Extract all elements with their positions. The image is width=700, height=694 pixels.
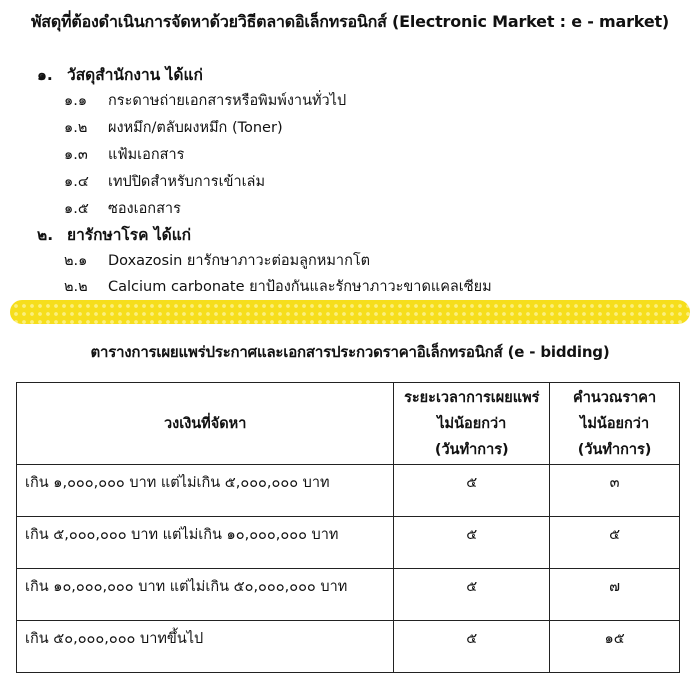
item-number: ๒.๑ — [64, 253, 88, 269]
list-item — [64, 116, 283, 139]
header-line: ระยะเวลาการเผยแพร่ — [404, 389, 540, 406]
section-number: ๑. — [37, 66, 53, 84]
bidding-schedule-table — [16, 382, 680, 673]
item-label: Doxazosin ยารักษาภาวะต่อมลูกหมากโต — [108, 253, 371, 269]
section-office-supplies — [37, 62, 203, 87]
table-row — [17, 569, 680, 621]
cell-calc: ๓ — [550, 465, 680, 517]
cell-range: เกิน ๕๐,๐๐๐,๐๐๐ บาทขึ้นไป — [17, 621, 394, 673]
list-item — [64, 275, 492, 298]
item-number: ๑.๕ — [64, 201, 89, 217]
item-number: ๒.๒ — [64, 279, 88, 295]
item-label: ซองเอกสาร — [108, 201, 181, 217]
item-label: แฟ้มเอกสาร — [108, 147, 185, 163]
header-price-calc — [550, 383, 680, 465]
header-line: (วันทำการ) — [434, 441, 509, 458]
section-number: ๒. — [37, 226, 54, 244]
header-line: ไม่น้อยกว่า — [437, 415, 507, 432]
cell-range: เกิน ๕,๐๐๐,๐๐๐ บาท แต่ไม่เกิน ๑๐,๐๐๐,๐๐๐ บาท — [17, 517, 394, 569]
table-header-row — [17, 383, 680, 465]
item-label: กระดาษถ่ายเอกสารหรือพิมพ์งานทั่วไป — [108, 93, 347, 109]
list-item — [64, 89, 346, 112]
table-row — [17, 465, 680, 517]
header-line: คำนวณราคา — [573, 389, 657, 406]
item-number: ๑.๓ — [64, 147, 88, 163]
list-item — [64, 249, 370, 272]
table-title: ตารางการเผยแพร่ประกาศและเอกสารประกวดราคาอิเล็กทรอนิกส์ (e - bidding) — [90, 343, 610, 361]
item-label: เทปปิดสำหรับการเข้าเล่ม — [108, 174, 266, 190]
section-label: ยารักษาโรค ได้แก่ — [67, 226, 192, 244]
cell-publish: ๕ — [394, 517, 550, 569]
item-label: ผงหมึก/ตลับผงหมึก (Toner) — [108, 120, 283, 136]
list-item — [64, 143, 184, 166]
cell-calc: ๗ — [550, 569, 680, 621]
list-item — [64, 170, 265, 193]
list-item — [64, 197, 181, 220]
item-number: ๑.๑ — [64, 93, 88, 109]
section-medicine — [37, 222, 191, 247]
document-title: พัสดุที่ต้องดำเนินการจัดหาด้วยวิธีตลาดอิเล็กทรอนิกส์ (Electronic Market : e - market) — [30, 12, 670, 31]
item-number: ๑.๔ — [64, 174, 89, 190]
item-number: ๑.๒ — [64, 120, 88, 136]
table-row — [17, 517, 680, 569]
item-label: Calcium carbonate ยาป้องกันและรักษาภาวะขาดแคลเซียม — [108, 279, 492, 295]
yellow-divider — [10, 300, 690, 324]
cell-publish: ๕ — [394, 465, 550, 517]
header-line: ไม่น้อยกว่า — [580, 415, 650, 432]
cell-publish: ๕ — [394, 569, 550, 621]
cell-calc: ๑๕ — [550, 621, 680, 673]
cell-range: เกิน ๑๐,๐๐๐,๐๐๐ บาท แต่ไม่เกิน ๕๐,๐๐๐,๐๐๐ บาท — [17, 569, 394, 621]
table-row — [17, 621, 680, 673]
section-label: วัสดุสำนักงาน ได้แก่ — [67, 66, 203, 84]
header-publish-period — [394, 383, 550, 465]
cell-publish: ๕ — [394, 621, 550, 673]
cell-range: เกิน ๑,๐๐๐,๐๐๐ บาท แต่ไม่เกิน ๕,๐๐๐,๐๐๐ บาท — [17, 465, 394, 517]
header-line: (วันทำการ) — [577, 441, 652, 458]
cell-calc: ๕ — [550, 517, 680, 569]
header-budget: วงเงินที่จัดหา — [17, 383, 394, 465]
